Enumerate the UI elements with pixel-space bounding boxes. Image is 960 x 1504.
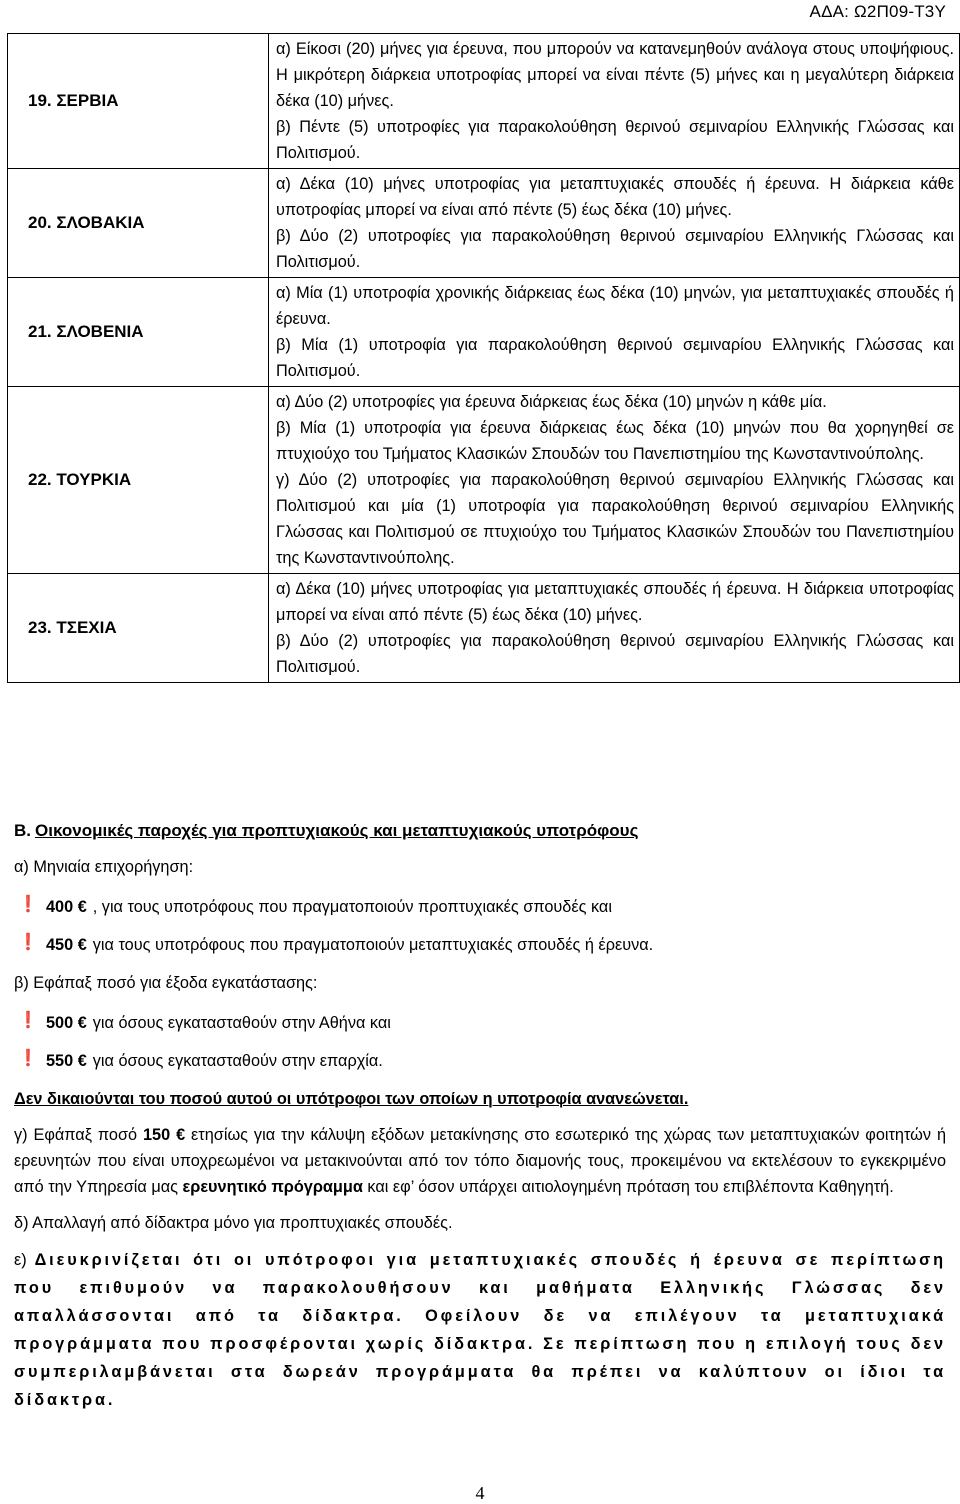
section-b	[14, 818, 946, 1414]
amount-text: , για τους υποτρόφους που πραγματοποιούν προπτυχιακές σπουδές και	[92, 898, 612, 916]
amount: 450 €	[46, 936, 87, 954]
delta-paragraph: δ) Απαλλαγή από δίδακτρα μόνο για προπτυχιακές σπουδές.	[14, 1214, 453, 1232]
description-paragraph: α) Δέκα (10) μήνες υποτροφίας για μεταπτυχιακές σπουδές ή έρευνα. Η διάρκεια υποτροφίας μπορεί να είναι από πέντε (5) έως δέκα (10) μήνες.	[276, 580, 954, 624]
gamma-bold: ερευνητικό πρόγραμμα	[182, 1178, 363, 1196]
table-row	[8, 278, 960, 387]
country-name: 21. ΣΛΟΒΕΝΙΑ	[8, 278, 269, 387]
description-paragraph: β) Δύο (2) υποτροφίες για παρακολούθηση θερινού σεμιναρίου Ελληνικής Γλώσσας και Πολιτισμού.	[276, 632, 954, 676]
country-description	[269, 387, 960, 574]
list-item	[14, 1010, 946, 1036]
country-name: 22. ΤΟΥΡΚΙΑ	[8, 387, 269, 574]
page-number: 4	[475, 1483, 485, 1503]
amount: 400 €	[46, 898, 87, 916]
ada-code: ΑΔΑ: Ω2Π09-Τ3Υ	[809, 2, 946, 21]
description-paragraph: β) Δύο (2) υποτροφίες για παρακολούθηση θερινού σεμιναρίου Ελληνικής Γλώσσας και Πολιτισμού.	[276, 227, 954, 271]
country-description	[269, 574, 960, 683]
epsilon-lead: ε)	[14, 1251, 35, 1269]
country-description	[269, 34, 960, 169]
amount: 500 €	[46, 1014, 87, 1032]
gamma-post: και εφ’ όσον υπάρχει αιτιολογημένη πρόταση του επιβλέποντα Καθηγητή.	[362, 1178, 894, 1196]
settlement-label: β) Εφάπαξ ποσό για έξοδα εγκατάστασης:	[14, 974, 318, 992]
amount-text: για όσους εγκατασταθούν στην επαρχία.	[92, 1052, 383, 1070]
section-letter: Β.	[14, 821, 31, 840]
gamma-mid: ετησίως για την κάλυψη εξόδων μετακίνησης στο εσωτερικό της χώρας των μεταπτυχιακών φοιτητών ή ερευνητών που είναι υποχρεωμένοι να μετακινούνται από τον τόπο διαμονής τους, προκειμένου να εκτελέσουν το εγκεκριμένο από την Υπηρεσία μας	[14, 1126, 946, 1196]
amount-text: για τους υποτρόφους που πραγματοποιούν μεταπτυχιακές σπουδές ή έρευνα.	[92, 936, 654, 954]
epsilon-text: Διευκρινίζεται ότι οι υπότροφοι για μεταπτυχιακές σπουδές ή έρευνα σε περίπτωση που επιθυμούν να παρακολουθήσουν και μαθήματα Ελληνικής Γλώσσας δεν απαλλάσσονται από τα δίδακτρα. Οφείλουν δε να επιλέγουν τα μεταπτυχιακά προγράμματα που προσφέρονται χωρίς δίδακτρα. Σε περίπτωση που η επιλογή τους δεν συμπεριλαμβάνεται στα δωρεάν προγράμματα θα πρέπει να καλύπτουν οι ίδιοι τα δίδακτρα.	[14, 1251, 946, 1409]
amount-text: για όσους εγκατασταθούν στην Αθήνα και	[92, 1014, 391, 1032]
exclamation-icon: ❗	[18, 934, 38, 951]
table-row	[8, 574, 960, 683]
description-paragraph: β) Πέντε (5) υποτροφίες για παρακολούθηση θερινού σεμιναρίου Ελληνικής Γλώσσας και Πολιτισμού.	[276, 118, 954, 162]
exclamation-icon: ❗	[18, 1012, 38, 1029]
description-paragraph: α) Δύο (2) υποτροφίες για έρευνα διάρκειας έως δέκα (10) μηνών η κάθε μία.	[276, 393, 827, 411]
gamma-pre: γ) Εφάπαξ ποσό	[14, 1126, 143, 1144]
description-paragraph: α) Μία (1) υποτροφία χρονικής διάρκειας έως δέκα (10) μηνών, για μεταπτυχιακές σπουδές ή έρευνα.	[276, 284, 954, 328]
countries-table	[7, 33, 960, 683]
gamma-amount: 150 €	[143, 1126, 186, 1144]
section-title	[14, 818, 946, 844]
country-description	[269, 278, 960, 387]
list-item	[14, 1048, 946, 1074]
description-paragraph: β) Μία (1) υποτροφία για έρευνα διάρκειας έως δέκα (10) μηνών που θα χορηγηθεί σε πτυχιούχο του Τμήματος Κλασικών Σπουδών του Πανεπιστημίου της Κωνσταντινούπολης.	[276, 419, 954, 463]
section-title-text: Οικονομικές παροχές για προπτυχιακούς και μεταπτυχιακούς υποτρόφους	[35, 821, 639, 840]
list-item	[14, 894, 946, 920]
description-paragraph: γ) Δύο (2) υποτροφίες για παρακολούθηση θερινού σεμιναρίου Ελληνικής Γλώσσας και Πολιτισμού και μία (1) υποτροφία για παρακολούθηση θερινού σεμιναρίου Ελληνικής Γλώσσας και Πολιτισμού σε πτυχιούχο του Τμήματος Κλασικών Σπουδών του Πανεπιστημίου της Κωνσταντινούπολης.	[276, 471, 954, 567]
exclamation-icon: ❗	[18, 896, 38, 913]
amount: 550 €	[46, 1052, 87, 1070]
no-entitlement-note: Δεν δικαιούνται του ποσού αυτού οι υπότροφοι των οποίων η υποτροφία ανανεώνεται.	[14, 1090, 689, 1108]
country-name: 19. ΣΕΡΒΙΑ	[8, 34, 269, 169]
country-name: 20. ΣΛΟΒΑΚΙΑ	[8, 169, 269, 278]
table-row	[8, 169, 960, 278]
description-paragraph: β) Μία (1) υποτροφία για παρακολούθηση θερινού σεμιναρίου Ελληνικής Γλώσσας και Πολιτισμού.	[276, 336, 954, 380]
epsilon-paragraph	[14, 1246, 946, 1414]
exclamation-icon: ❗	[18, 1050, 38, 1067]
monthly-label: α) Μηνιαία επιχορήγηση:	[14, 858, 194, 876]
country-description	[269, 169, 960, 278]
table-row	[8, 34, 960, 169]
list-item	[14, 932, 946, 958]
description-paragraph: α) Δέκα (10) μήνες υποτροφίας για μεταπτυχιακές σπουδές ή έρευνα. Η διάρκεια κάθε υποτροφίας μπορεί να είναι από πέντε (5) έως δέκα (10) μήνες.	[276, 175, 954, 219]
table-row	[8, 387, 960, 574]
country-name: 23. ΤΣΕΧΙΑ	[8, 574, 269, 683]
description-paragraph: α) Είκοσι (20) μήνες για έρευνα, που μπορούν να κατανεμηθούν ανάλογα στους υποψήφιους. Η μικρότερη διάρκεια υποτροφίας μπορεί να είναι πέντε (5) μήνες και η μεγαλύτερη διάρκεια δέκα (10) μήνες.	[276, 40, 954, 110]
gamma-paragraph	[14, 1122, 946, 1200]
